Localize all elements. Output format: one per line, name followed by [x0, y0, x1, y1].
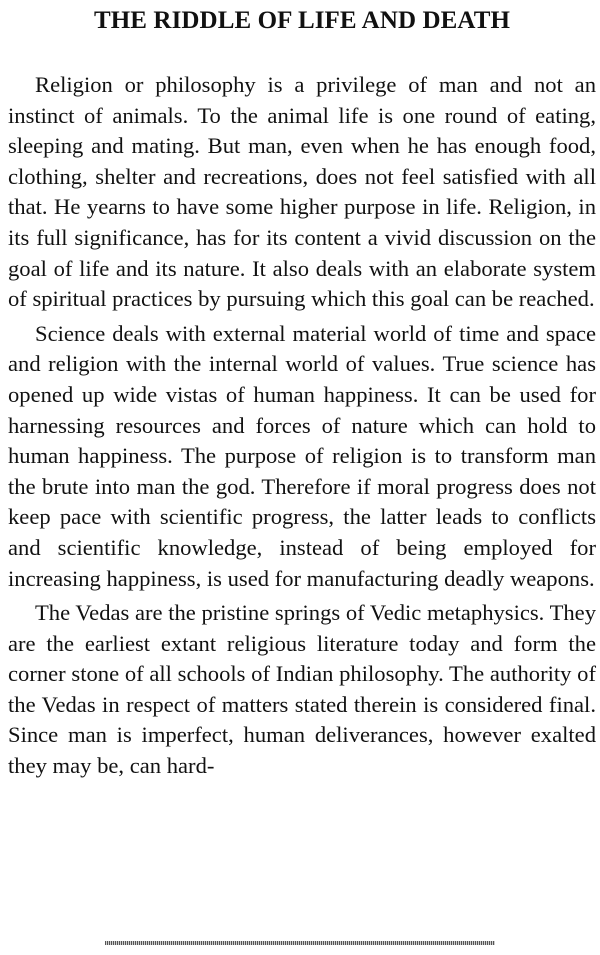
paragraph-vedas: The Vedas are the pristine springs of Vedic metaphysics. They are the earliest extant religious literature today and form the corner stone of all schools of Indian philosophy. The authority of the Vedas in respect of matters stated therein is considered final. Since man is imperfect, human deliverances, however exalted they may be, can hard- — [8, 600, 596, 779]
chapter-title: THE RIDDLE OF LIFE AND DEATH — [93, 7, 511, 34]
paragraph-religion-philosophy: Religion or philosophy is a privilege of man and not an instinct of animals. To the animal life is one round of eating, sleeping and mating. But man, even when he has enough food, clothing, shelter and recreations, does not feel satisfied with all that. He yearns to have some higher purpose in life. Religion, in its full significance, has for its content a vivid discussion on the goal of life and its nature. It also deals with an elaborate system of spiritual practices by pursuing which this goal can be reached. — [8, 72, 596, 312]
footer-rule — [105, 941, 495, 945]
chapter-body — [8, 70, 596, 782]
paragraph-science-religion: Science deals with external material world of time and space and religion with the internal world of values. True science has opened up wide vistas of human happiness. It can be used for harnessing resources and forces of nature which can hold to human happiness. The purpose of religion is to transform man the brute into man the god. Therefore if moral progress does not keep pace with scientific progress, the latter leads to conflicts and scientific knowledge, instead of being employed for increasing happiness, is used for manufacturing deadly weapons. — [8, 320, 596, 591]
